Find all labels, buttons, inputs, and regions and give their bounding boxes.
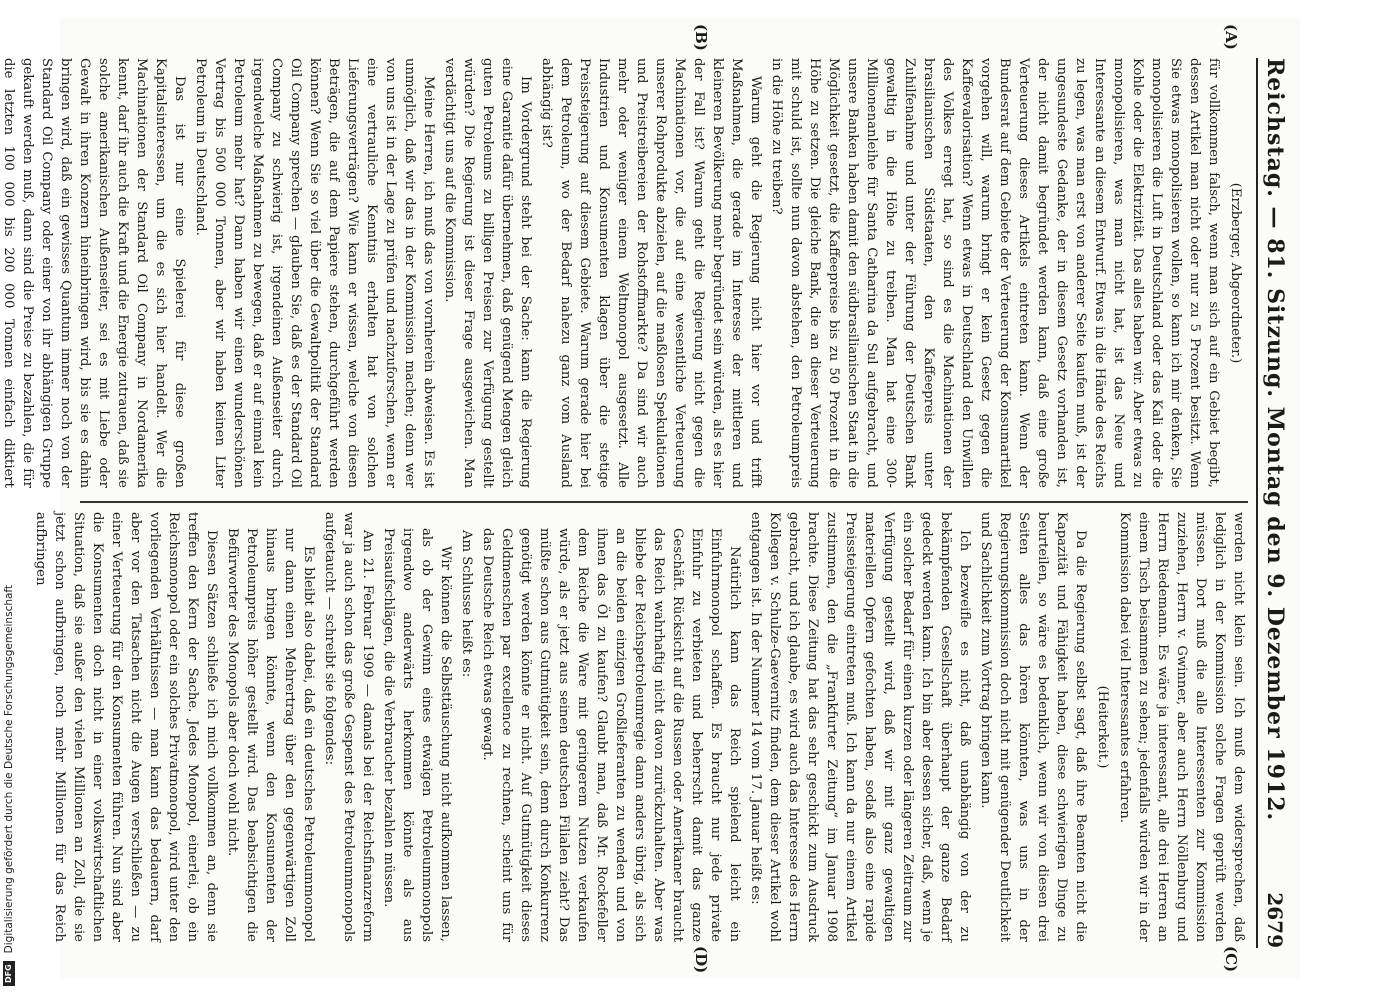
paragraph: Warum geht die Regierung nicht hier vor und trifft Maßnahmen, die gerade im Interesse der mittleren und kleineren Bevölkerung mehr begründet sein würden, als es hier der Fall ist? Warum geht die Regierung nicht gegen die Machinationen vor, die auf eine wesentliche Verteuerung unserer Rohprodukte abzielen, auf die maßlosen Spekulationen und Preistreibereien der Rohstoffmarkte? Da sind wir auch mehr oder weniger einem Weltmonopol ausgesetzt. Alle Industrien und Konsumenten klagen über die stetige Preissteigerung auf diesem Gebiete. Warum gerade hier bei dem Petroleum, wo der Bedarf nahezu ganz vom Ausland abhängig ist? — [539, 58, 763, 488]
paragraph: werden nicht klein sein. Ich muß dem widersprechen, daß lediglich in der Kommission solche Fragen geprüft werden müssen. Dort muß die alle Interessenten zur Kommission zuziehen, Herrn v. Gwinner, aber auch Herrn Nöllenburg und Herrn Riedemann. Es wäre ja interessant, alle drei Herren an einem Tisch beisammen zu sehen; jedenfalls würden wir in der Kommission dabei viel Interessantes erfahren. — [1117, 512, 1246, 942]
digitization-credit — [2, 0, 16, 1000]
paragraph: Das ist nur eine Spielerei für diese großen Kapitalsinteressen, um die es sich hier handelt. Wer die Machinationen der Standard Oil Company in Nordamerika kennt, darf ihr auch die Kraft und die Energie zutrauen, daß sie solche amerikanischen Außenseiter, sei es mit Liebe oder Gewalt in ihren Konzern hineinbringen wird, bis sie es dahin bringen wird, daß ein gewisses Quantum immer noch von der Standard Oil Company oder einer von ihr abhängigen Gruppe gekauft werden muß, dann sind die Preise zu bezahlen, die für die letzten 100 000 bis 200 000 Tonnen einfach diktiert — [1, 58, 187, 488]
margin-marker-c: (C) — [1222, 946, 1240, 973]
quote: Es bleibt also dabei, daß ein deutsches Petroleummonopol nur dann einen Mehrertrag über den gegenwärtigen Zoll hinaus bringen könnte, wenn den Konsumenten der Petroleumpreis höher gestellt wird. Das beabsichtigen die Befürworter des Monopols aber doch wohl nicht. — [225, 528, 316, 942]
speaker-note: (Erzberger, Abgeordneter.) — [1228, 182, 1243, 364]
page-title: Reichstag. — 81. Sitzung. Montag den 9. Dezember 1912. — [1262, 58, 1288, 822]
paragraph: Im Vordergrund steht bei der Sache: kann die Regierung eine Garantie dafür übernehmen, daß genügend Mengen gleich guten Petroleums zu billigen Preisen zur Verfügung gestellt würden? Die Regierung ist dieser Frage ausgewichen. Man verdächtigt uns auf die Kommission. — [442, 58, 533, 488]
page-header — [1256, 58, 1292, 948]
left-column — [1, 58, 1248, 488]
paragraph: Meine Herren, ich muß das von vornherein abweisen. Es ist unmöglich, daß wir das in der Kommission machen; denn wer von uns ist in der Lage zu prüfen und nachzuforschen, wenn er eine vertrauliche Kenntnis erhalten hat von solchen Lieferungsverträgen? Wie kann er wissen, welche von diesen Beträgen, die auf dem Papiere stehen, durchgeführt werden können? Wenn Sie so viel über die Gewaltpolitik der Standard Oil Company sprechen — glauben Sie, daß es der Standard Oil Company zu schwierig ist, irgendeinen Außenseiter durch irgendwelche Maßnahmen zu bewegen, daß er auf einmal kein Petroleum mehr hat? Dann haben wir einen wunderschönen Vertrag bis 500 000 Tonnen, aber wir haben keinen Liter Petroleum in Deutschland. — [193, 58, 436, 488]
quote: Wir können die Selbsttäuschung nicht aufkommen lassen, als ob der Gewinn eines etwaigen Petroleummonopols irgendwo anderwärts herkommen könnte als aus Preisaufschlägen, die die Verbraucher bezahlen müssen. — [381, 528, 453, 942]
margin-marker-b: (B) — [692, 24, 710, 51]
paragraph: Da die Regierung selbst sagt, daß ihre Beamten nicht die Kapazität und Fähigkeit haben, diese schwierigen Dinge zu beurteilen, so wäre es bedenklich, wenn wir von diesen drei Seiten alles das hören könnten, was uns in der Regierungskommission doch nicht mit genügender Deutlichkeit und Sachlichkeit zum Vortrag bringen kann. — [978, 512, 1088, 942]
paragraph: Diesen Sätzen schließe ich mich vollkommen an, denn sie treffen den Kern der Sache. Jedes Monopol, einerlei, ob ein Reichsmonopol oder ein solches Privatmonopol, wird unter den vorliegenden Verhältnissen — man kann das bedauern, darf aber vor den Tatsachen nicht die Augen verschließen — zu einer Verteuerung für den Konsumenten führen. Nun sind aber die Konsumenten doch nicht in einer volkswirtschaftlichen Situation, daß sie außer den vielen Millionen an Zoll, die sie jetzt schon aufbringen, noch mehr Millionen für das Reich aufbringen — [33, 512, 219, 942]
paragraph: Am 21. Februar 1909 — damals bei der Reichsfinanzreform war ja auch schon das große Gespenst des Petroleummonopols aufgetaucht — schreibt sie folgendes: — [322, 512, 375, 942]
credit-text: Digitalisierung gefördert durch die Deutsche Forschungsgemeinschaft — [3, 584, 15, 954]
paragraph: Ich bezweifle es nicht, daß unabhängig von der zu bekämpfenden Gesellschaft überhaupt der ganze Bedarf gedeckt werden kann. Ich bin aber dessen sicher, daß, wenn je ein solcher Bedarf für einen kurzen oder längeren Zeitraum zur Verfügung gestellt wird, daß wir mit ganz gewaltigen materiellen Opfern gefochten haben, sodaß also eine rapide Preissteigerung eintreten muß. Ich kann da nur einem Artikel zustimmen, den die „Frankfurter Zeitung“ im Januar 1908 brachte. Diese Zeitung hat das sehr geschickt zum Ausdruck gebracht, und ich glaube, es wird auch das Interesse des Herrn Kollegen v. Schulze-Gaevernitz finden, dem dieser Artikel wohl entgangen ist. In der Nummer 14 vom 17. Januar heißt es: — [748, 512, 972, 942]
dfg-logo: DFG — [3, 961, 15, 986]
paragraph: Am Schlusse heißt es: — [459, 530, 474, 678]
quote: Natürlich kann das Reich spielend leicht ein Einfuhrmonopol schaffen. Es braucht nur jede private Einfuhr zu verbieten und beherrscht damit das ganze Geschäft. Rücksicht auf die Russen oder Amerikaner braucht das Reich wahrhaftig nicht davon zurückzuhalten. Aber was bliebe der Reichspetroleumregie dann anders übrig, als sich an die beiden einzigen Großlieferanten zu wenden und von ihnen das Öl zu kaufen? Glaubt man, daß Mr. Rockefeller dem Reiche die Ware mit geringerem Nutzen verkaufen würde, als er jetzt aus seinen deutschen Filialen zieht? Das müßte schon aus Gutmütigkeit sein, denn durch Konkurrenz genötigt werden könnte er nicht. Auf Gutmütigkeit dieses Geldmenschen par excellence zu rechnen, scheint uns für das Deutsche Reich etwas gewagt. — [480, 528, 742, 942]
margin-marker-d: (D) — [692, 946, 710, 974]
column-divider — [80, 501, 1248, 503]
interjection: (Heiterkeit.) — [1095, 685, 1110, 769]
page-number: 2679 — [1263, 892, 1287, 948]
paragraph: für vollkommen falsch, wenn man sich auf ein Gebiet begibt, dessen Artikel man nicht oder nur zu 5 Prozent besitzt. Wenn Sie etwas monopolisieren wollen, so kann ich mir denken, Sie monopolisieren die Luft in Deutschland oder das Kali oder die Kohle oder die Elektrizität. Das alles haben wir. Aber etwas zu monopolisieren, was man nicht hat, ist das Neue und Interessante an diesem Entwurf. Etwas in die Hände des Reichs zu legen, was man erst von anderer Seite kaufen muß, ist der ungesundeste Gedanke, der in diesem Gesetz vorhanden ist, der nicht damit begründet werden kann, daß eine große Verteuerung dieses Artikels eintreten kann. Wenn der Bundesrat auf dem Gebiete der Verteuerung der Konsumartikel vorgehen will, warum bringt er kein Gesetz gegen die Kaffeevalorisation? Wenn etwas in Deutschland den Unwillen des Volkes erregt hat, so sind es die Machinationen der brasilianischen Südstaaten, den Kaffeepreis unter Zuhilfenahme und unter der Führung der Deutschen Bank gewaltig in die Höhe zu treiben. Man hat eine 300-Millionenanleihe für Santa Catharina da Sul aufgebracht, und unsere Banken haben damit den südbrasilianischen Staat in die Möglichkeit gesetzt, die Kaffeepreise bis zu 50 Prozent in die Höhe zu setzen. Die gleiche Bank, die an dieser Verteuerung mit schuld ist, sollte nun davon abstehen, den Petroleumpreis in die Höhe zu treiben? — [769, 58, 1221, 488]
margin-marker-a: (A) — [1222, 24, 1240, 50]
right-column — [33, 512, 1248, 942]
